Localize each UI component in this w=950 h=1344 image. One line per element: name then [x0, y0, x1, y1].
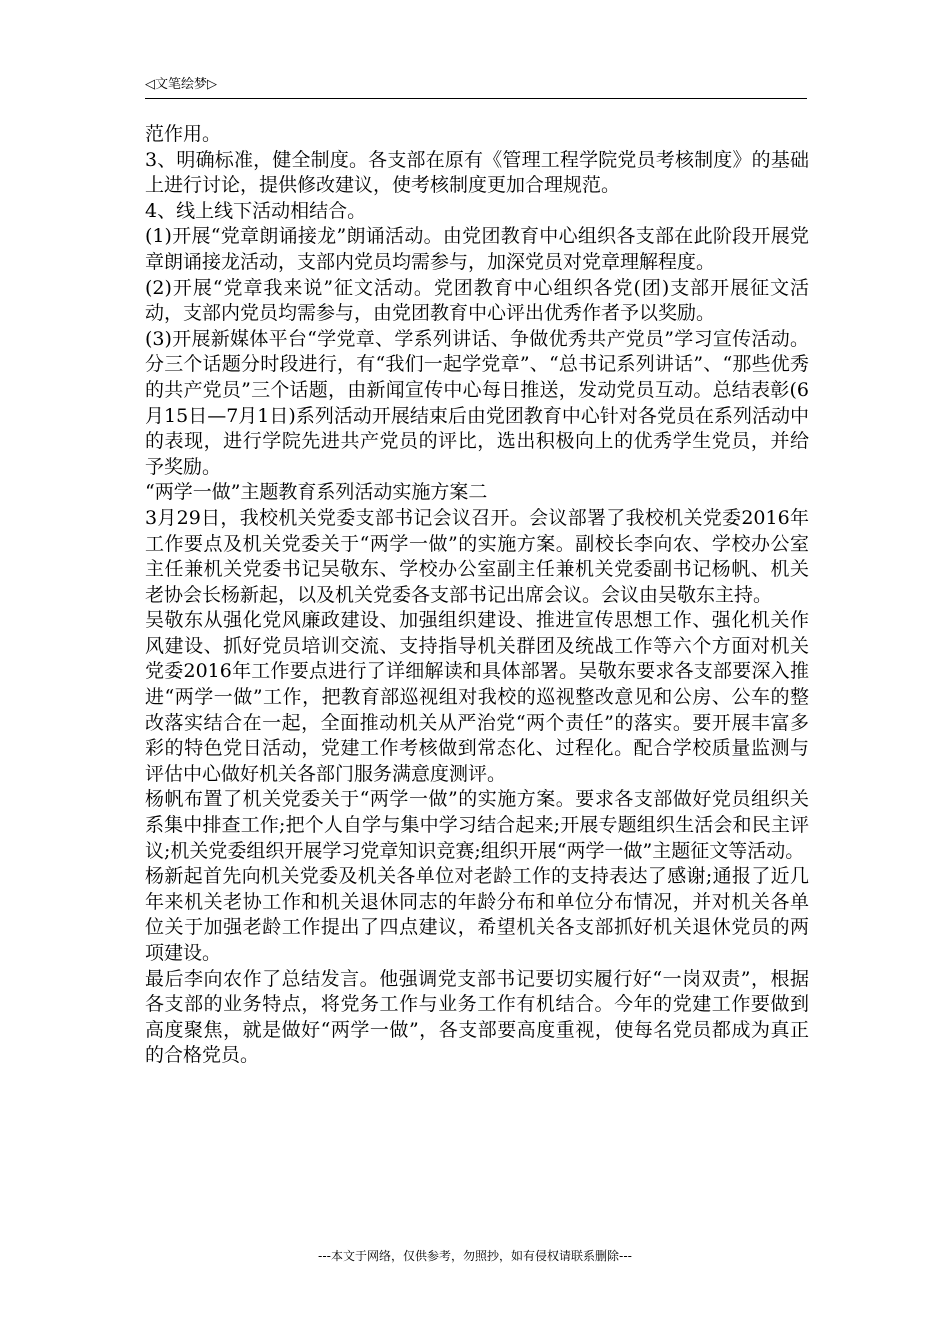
paragraph: 杨新起首先向机关党委及机关各单位对老龄工作的支持表达了感谢;通报了近几年来机关老协工作和机关退休同志的年龄分布和单位分布情况，并对机关各单位关于加强老龄工作提出了四点建议，希望机关各支部抓好机关退休党员的两项建设。 — [145, 865, 809, 964]
paragraph: (2)开展“党章我来说”征文活动。党团教育中心组织各党(团)支部开展征文活动，支部内党员均需参与，由党团教育中心评出优秀作者予以奖励。 — [145, 276, 809, 325]
paragraph: 最后李向农作了总结发言。他强调党支部书记要切实履行好“一岗双责”，根据各支部的业务特点，将党务工作与业务工作有机结合。今年的党建工作要做到高度聚焦，就是做好“两学一做”，各支部要高度重视，使每名党员都成为真正的合格党员。 — [145, 967, 809, 1067]
paragraph: 杨帆布置了机关党委关于“两学一做”的实施方案。要求各支部做好党员组织关系集中排查工作;把个人自学与集中学习结合起来;开展专题组织生活会和民主评议;机关党委组织开展学习党章知识竞赛;组织开展“两学一做”主题征文等活动。 — [145, 788, 809, 862]
page-footer: ---本文于网络，仅供参考，勿照抄，如有侵权请联系删除--- — [318, 1249, 632, 1263]
paragraph: (1)开展“党章朗诵接龙”朗诵活动。由党团教育中心组织各支部在此阶段开展党章朗诵接龙活动，支部内党员均需参与，加深党员对党章理解程度。 — [145, 225, 809, 273]
paragraph: 4、线上线下活动相结合。 — [145, 199, 367, 222]
section-heading: “两学一做”主题教育系列活动实施方案二 — [145, 481, 488, 504]
paragraph: 3、明确标准，健全制度。各支部在原有《管理工程学院党员考核制度》的基础上进行讨论，提供修改建议，使考核制度更加合理规范。 — [145, 148, 809, 197]
paragraph: 范作用。 — [145, 123, 222, 145]
page-header — [145, 76, 807, 99]
header-title: ◁文笔绘梦▷ — [145, 77, 217, 92]
paragraph: 3月29日，我校机关党委支部书记会议召开。会议部署了我校机关党委2016年工作要点及机关党委关于“两学一做”的实施方案。副校长李向农、学校办公室主任兼机关党委书记吴敬东、学校办公室副主任兼机关党委副书记杨帆、机关老协会长杨新起，以及机关党委各支部书记出席会议。会议由吴敬东主持。 — [145, 506, 809, 606]
paragraph: 吴敬东从强化党风廉政建设、加强组织建设、推进宣传思想工作、强化机关作风建设、抓好党员培训交流、支持指导机关群团及统战工作等六个方面对机关党委2016年工作要点进行了详细解读和具体部署。吴敬东要求各支部要深入推进“两学一做”工作，把教育部巡视组对我校的巡视整改意见和公房、公车的整改落实结合在一起，全面推动机关从严治党“两个责任”的落实。要开展丰富多彩的特色党日活动，党建工作考核做到常态化、过程化。配合学校质量监测与评估中心做好机关各部门服务满意度测评。 — [145, 609, 809, 785]
paragraph: (3)开展新媒体平台“学党章、学系列讲话、争做优秀共产党员”学习宣传活动。分三个话题分时段进行，有“我们一起学党章”、“总书记系列讲话”、“那些优秀的共产党员”三个话题，由新闻宣传中心每日推送，发动党员互动。总结表彰(6月15日—7月1日)系列活动开展结束后由党团教育中心针对各党员在系列活动中的表现，进行学院先进共产党员的评比，选出积极向上的优秀学生党员，并给予奖励。 — [145, 327, 809, 478]
document-body — [145, 122, 809, 1069]
